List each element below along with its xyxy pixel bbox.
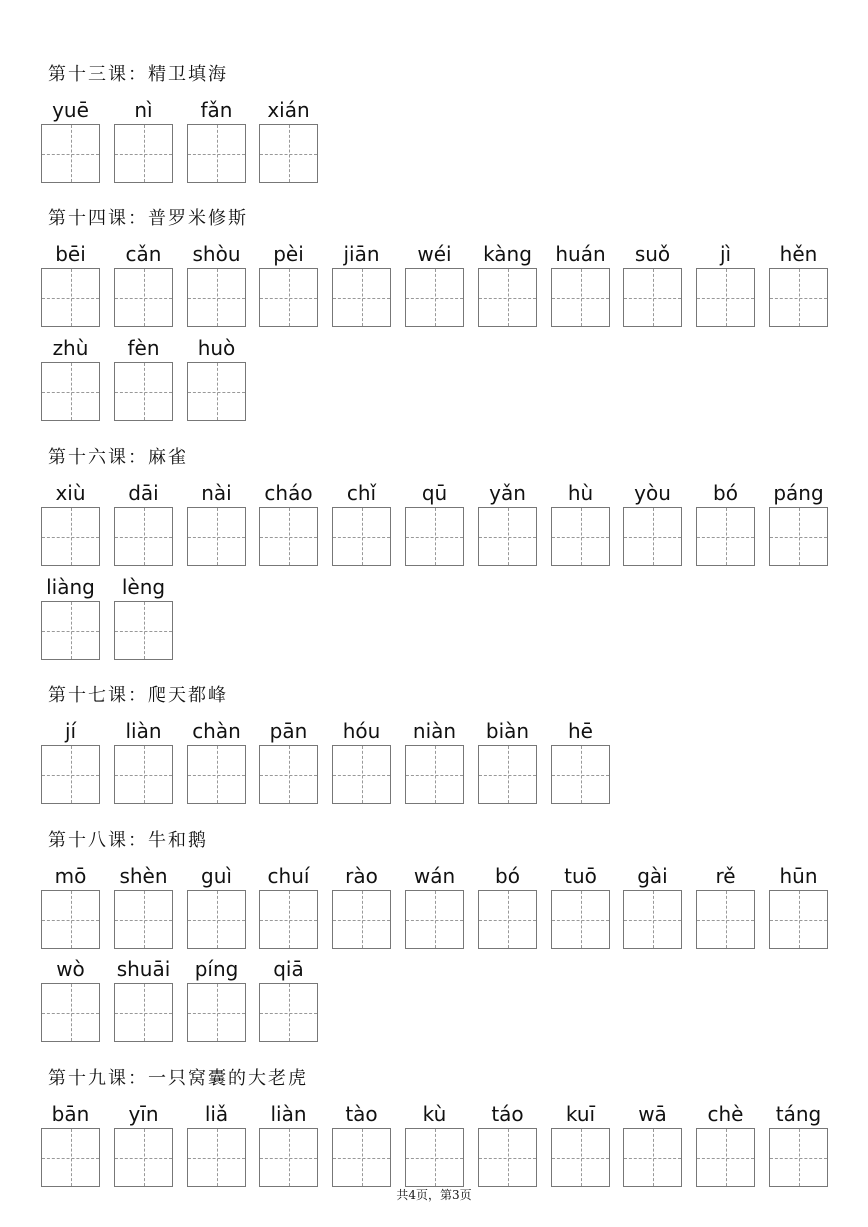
- writing-cell: [551, 240, 610, 327]
- tianzige-box: [478, 745, 537, 804]
- pinyin-label: bān: [51, 1102, 90, 1126]
- writing-cell: [41, 240, 100, 327]
- tianzige-box: [405, 507, 464, 566]
- pinyin-label: wéi: [417, 242, 452, 266]
- pinyin-label: táng: [775, 1102, 822, 1126]
- tianzige-box: [41, 983, 100, 1042]
- pinyin-label: hē: [568, 719, 593, 743]
- pinyin-label: chǐ: [346, 481, 377, 505]
- tianzige-box: [696, 507, 755, 566]
- pinyin-label: jiān: [343, 242, 380, 266]
- tianzige-box: [114, 362, 173, 421]
- pinyin-label: tuō: [564, 864, 597, 888]
- pinyin-label: mō: [54, 864, 87, 888]
- writing-cell: [551, 1100, 610, 1187]
- writing-cell: [769, 1100, 828, 1187]
- pinyin-label: liàng: [46, 575, 95, 599]
- tianzige-box: [114, 1128, 173, 1187]
- tianzige-box: [187, 124, 246, 183]
- pinyin-label: gài: [637, 864, 668, 888]
- pinyin-label: jí: [64, 719, 77, 743]
- writing-cell: [259, 717, 318, 804]
- writing-cell: [696, 240, 755, 327]
- pinyin-label: xián: [267, 98, 310, 122]
- tianzige-box: [41, 601, 100, 660]
- pinyin-label: guì: [201, 864, 232, 888]
- writing-cell: [114, 717, 173, 804]
- tianzige-box: [332, 890, 391, 949]
- writing-cell: [405, 1100, 464, 1187]
- writing-cell: [187, 334, 246, 421]
- writing-cell: [259, 479, 318, 566]
- tianzige-box: [769, 890, 828, 949]
- pinyin-label: suǒ: [634, 242, 671, 266]
- tianzige-box: [41, 507, 100, 566]
- writing-cell: [478, 240, 537, 327]
- writing-cell: [551, 717, 610, 804]
- writing-cell: [769, 240, 828, 327]
- pinyin-label: huán: [555, 242, 606, 266]
- writing-cell: [551, 479, 610, 566]
- pinyin-label: nài: [201, 481, 232, 505]
- writing-cell: [405, 479, 464, 566]
- lesson-title: 第十八课：牛和鹅: [48, 830, 208, 851]
- tianzige-box: [405, 1128, 464, 1187]
- writing-cell: [187, 479, 246, 566]
- writing-cell: [478, 1100, 537, 1187]
- tianzige-box: [41, 362, 100, 421]
- pinyin-label: shèn: [119, 864, 168, 888]
- tianzige-box: [332, 268, 391, 327]
- tianzige-box: [405, 268, 464, 327]
- writing-cell: [114, 955, 173, 1042]
- tianzige-box: [187, 890, 246, 949]
- pinyin-label: fǎn: [200, 98, 233, 122]
- page-footer: 共4页，第3页: [396, 1188, 472, 1202]
- pinyin-label: hù: [567, 481, 594, 505]
- tianzige-box: [623, 268, 682, 327]
- pinyin-label: qū: [421, 481, 448, 505]
- writing-cell: [332, 240, 391, 327]
- writing-cell: [114, 96, 173, 183]
- pinyin-label: pèi: [273, 242, 304, 266]
- writing-cell: [41, 96, 100, 183]
- tianzige-box: [259, 268, 318, 327]
- writing-cell: [41, 1100, 100, 1187]
- pinyin-label: bó: [495, 864, 520, 888]
- pinyin-label: kàng: [483, 242, 532, 266]
- tianzige-box: [769, 507, 828, 566]
- tianzige-box: [41, 1128, 100, 1187]
- writing-cell: [332, 1100, 391, 1187]
- writing-cell: [41, 573, 100, 660]
- writing-cell: [41, 479, 100, 566]
- tianzige-box: [478, 1128, 537, 1187]
- pinyin-label: rào: [345, 864, 378, 888]
- pinyin-label: yǎn: [489, 481, 526, 505]
- tianzige-box: [623, 507, 682, 566]
- writing-cell: [41, 334, 100, 421]
- pinyin-label: tào: [345, 1102, 378, 1126]
- tianzige-box: [259, 983, 318, 1042]
- pinyin-label: dāi: [128, 481, 159, 505]
- tianzige-box: [114, 601, 173, 660]
- pinyin-label: liǎ: [204, 1102, 229, 1126]
- writing-cell: [696, 1100, 755, 1187]
- tianzige-box: [41, 745, 100, 804]
- pinyin-label: biàn: [485, 719, 530, 743]
- tianzige-box: [405, 890, 464, 949]
- tianzige-box: [114, 507, 173, 566]
- pinyin-label: wā: [638, 1102, 667, 1126]
- tianzige-box: [187, 268, 246, 327]
- pinyin-label: wò: [56, 957, 85, 981]
- pinyin-label: hěn: [779, 242, 818, 266]
- pinyin-label: rě: [715, 864, 736, 888]
- tianzige-box: [187, 745, 246, 804]
- tianzige-box: [332, 745, 391, 804]
- writing-cell: [114, 334, 173, 421]
- pinyin-label: hūn: [779, 864, 818, 888]
- writing-cell: [623, 1100, 682, 1187]
- lesson-title: 第十三课：精卫填海: [48, 64, 228, 85]
- writing-cell: [332, 479, 391, 566]
- pinyin-label: kù: [422, 1102, 447, 1126]
- writing-cell: [769, 479, 828, 566]
- lesson-title: 第十九课：一只窝囊的大老虎: [48, 1068, 308, 1089]
- tianzige-box: [478, 890, 537, 949]
- pinyin-label: cǎn: [125, 242, 162, 266]
- writing-cell: [259, 240, 318, 327]
- pinyin-label: táo: [491, 1102, 524, 1126]
- pinyin-label: cháo: [264, 481, 313, 505]
- pinyin-label: liàn: [270, 1102, 307, 1126]
- tianzige-box: [259, 890, 318, 949]
- pinyin-label: páng: [773, 481, 824, 505]
- tianzige-box: [187, 362, 246, 421]
- writing-cell: [405, 240, 464, 327]
- pinyin-label: fèn: [127, 336, 160, 360]
- tianzige-box: [187, 1128, 246, 1187]
- tianzige-box: [259, 124, 318, 183]
- pinyin-label: pān: [269, 719, 308, 743]
- pinyin-label: yīn: [128, 1102, 159, 1126]
- tianzige-box: [551, 268, 610, 327]
- tianzige-box: [332, 1128, 391, 1187]
- pinyin-label: kuī: [565, 1102, 596, 1126]
- writing-cell: [41, 955, 100, 1042]
- tianzige-box: [551, 890, 610, 949]
- writing-cell: [259, 862, 318, 949]
- writing-cell: [187, 1100, 246, 1187]
- tianzige-box: [696, 890, 755, 949]
- lesson-title: 第十七课：爬天都峰: [48, 685, 228, 706]
- pinyin-label: shòu: [192, 242, 241, 266]
- tianzige-box: [114, 124, 173, 183]
- tianzige-box: [551, 745, 610, 804]
- writing-cell: [332, 717, 391, 804]
- writing-cell: [405, 862, 464, 949]
- writing-cell: [478, 717, 537, 804]
- pinyin-label: píng: [194, 957, 239, 981]
- pinyin-label: shuāi: [116, 957, 171, 981]
- writing-cell: [478, 479, 537, 566]
- writing-cell: [114, 240, 173, 327]
- tianzige-box: [114, 890, 173, 949]
- tianzige-box: [478, 507, 537, 566]
- writing-cell: [332, 862, 391, 949]
- pinyin-label: chàn: [192, 719, 241, 743]
- writing-cell: [187, 240, 246, 327]
- pinyin-label: jì: [719, 242, 732, 266]
- writing-cell: [187, 96, 246, 183]
- pinyin-label: bó: [713, 481, 738, 505]
- writing-cell: [405, 717, 464, 804]
- writing-cell: [114, 479, 173, 566]
- writing-cell: [114, 573, 173, 660]
- writing-cell: [187, 862, 246, 949]
- pinyin-label: huò: [197, 336, 236, 360]
- pinyin-label: lèng: [121, 575, 166, 599]
- pinyin-label: hóu: [342, 719, 381, 743]
- pinyin-label: chuí: [267, 864, 310, 888]
- writing-cell: [623, 862, 682, 949]
- pinyin-label: zhù: [52, 336, 89, 360]
- tianzige-box: [623, 1128, 682, 1187]
- pinyin-label: yuē: [52, 98, 89, 122]
- tianzige-box: [41, 124, 100, 183]
- writing-cell: [551, 862, 610, 949]
- tianzige-box: [769, 1128, 828, 1187]
- lesson-title: 第十六课：麻雀: [48, 447, 188, 468]
- tianzige-box: [259, 507, 318, 566]
- tianzige-box: [114, 268, 173, 327]
- pinyin-label: niàn: [412, 719, 457, 743]
- tianzige-box: [478, 268, 537, 327]
- pinyin-label: xiù: [55, 481, 86, 505]
- tianzige-box: [41, 890, 100, 949]
- writing-cell: [187, 955, 246, 1042]
- writing-cell: [259, 955, 318, 1042]
- writing-cell: [696, 479, 755, 566]
- tianzige-box: [259, 745, 318, 804]
- writing-cell: [41, 717, 100, 804]
- tianzige-box: [696, 1128, 755, 1187]
- pinyin-label: bēi: [55, 242, 86, 266]
- pinyin-label: chè: [707, 1102, 744, 1126]
- tianzige-box: [551, 1128, 610, 1187]
- writing-cell: [259, 96, 318, 183]
- lesson-title: 第十四课：普罗米修斯: [48, 208, 248, 229]
- tianzige-box: [187, 983, 246, 1042]
- tianzige-box: [332, 507, 391, 566]
- tianzige-box: [551, 507, 610, 566]
- pinyin-label: liàn: [125, 719, 162, 743]
- writing-cell: [769, 862, 828, 949]
- pinyin-label: wán: [413, 864, 456, 888]
- writing-cell: [114, 862, 173, 949]
- writing-cell: [187, 717, 246, 804]
- tianzige-box: [114, 983, 173, 1042]
- writing-cell: [41, 862, 100, 949]
- writing-cell: [259, 1100, 318, 1187]
- pinyin-label: yòu: [634, 481, 671, 505]
- tianzige-box: [769, 268, 828, 327]
- tianzige-box: [696, 268, 755, 327]
- writing-cell: [623, 240, 682, 327]
- tianzige-box: [114, 745, 173, 804]
- writing-cell: [696, 862, 755, 949]
- tianzige-box: [41, 268, 100, 327]
- tianzige-box: [405, 745, 464, 804]
- writing-cell: [478, 862, 537, 949]
- pinyin-label: nì: [134, 98, 153, 122]
- tianzige-box: [259, 1128, 318, 1187]
- tianzige-box: [187, 507, 246, 566]
- writing-cell: [623, 479, 682, 566]
- tianzige-box: [623, 890, 682, 949]
- pinyin-label: qiā: [273, 957, 304, 981]
- writing-cell: [114, 1100, 173, 1187]
